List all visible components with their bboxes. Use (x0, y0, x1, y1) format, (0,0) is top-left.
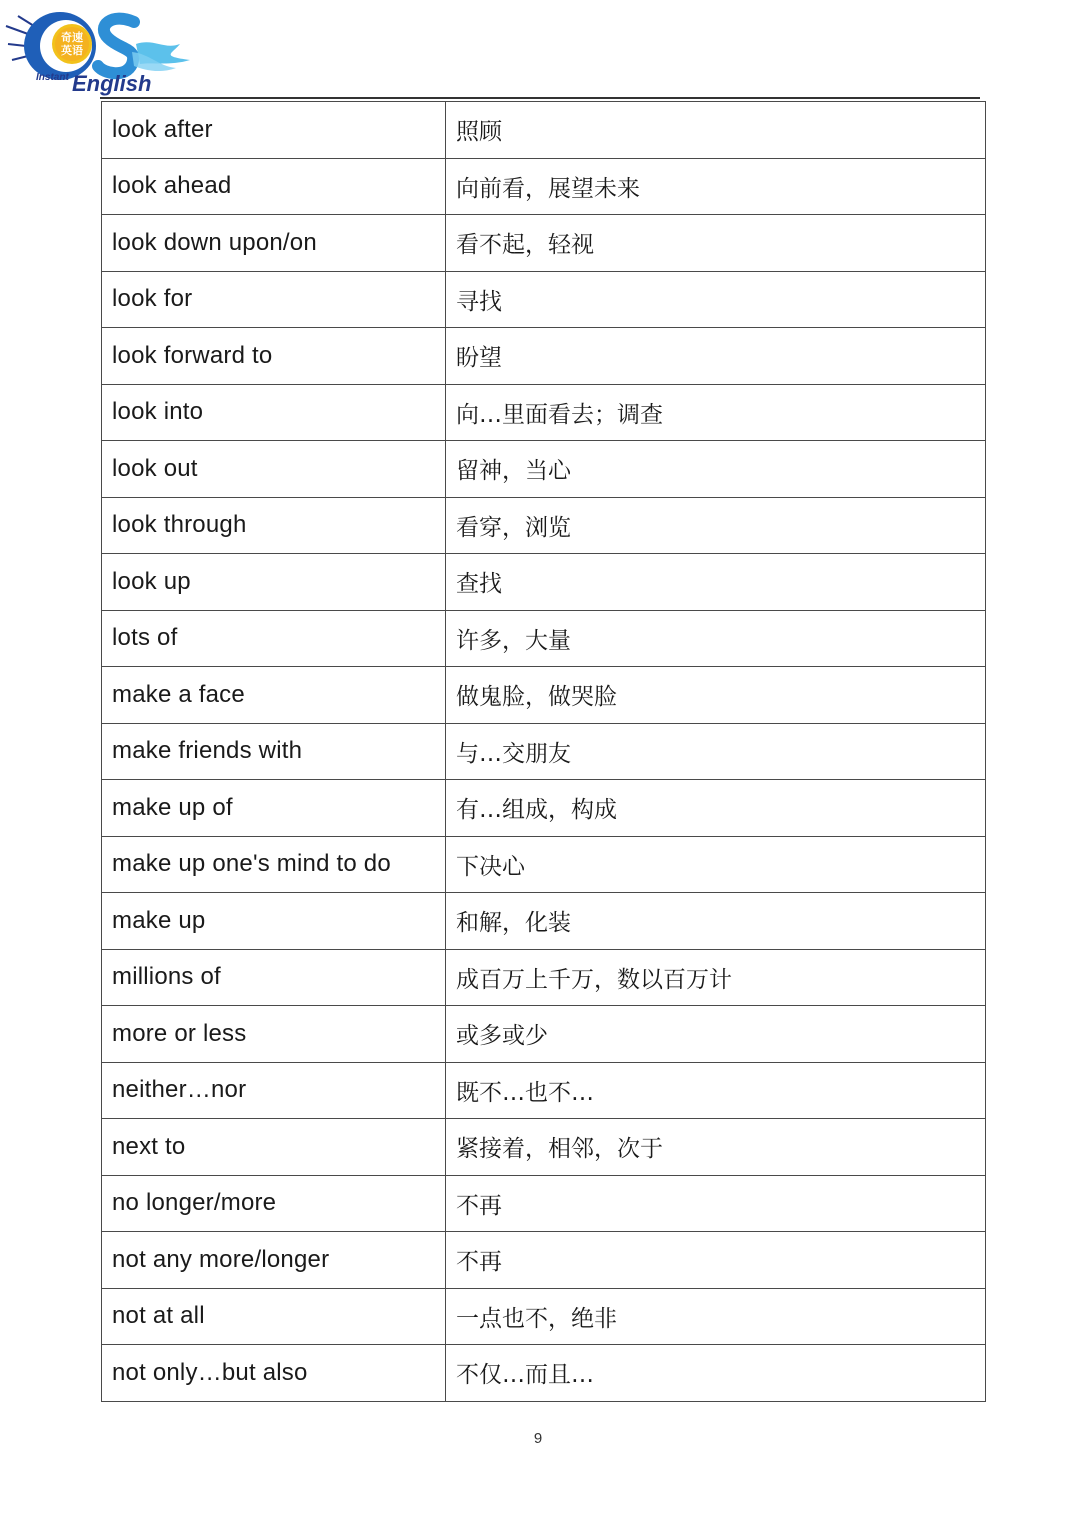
meaning-cell: 或多或少 (446, 1006, 986, 1063)
table-row (102, 271, 986, 328)
table-row (102, 215, 986, 272)
table-row (102, 328, 986, 385)
phrase-cell: more or less (102, 1006, 446, 1063)
phrase-cell: make up one's mind to do (102, 836, 446, 893)
page-number: 9 (533, 1430, 543, 1447)
meaning-cell: 向…里面看去；调查 (446, 384, 986, 441)
table-row (102, 158, 986, 215)
phrase-cell: neither…nor (102, 1062, 446, 1119)
phrase-cell: make up (102, 893, 446, 950)
meaning-cell: 有…组成，构成 (446, 780, 986, 837)
meaning-cell: 看不起，轻视 (446, 215, 986, 272)
phrase-cell: not any more/longer (102, 1232, 446, 1289)
meaning-cell: 不仅…而且… (446, 1345, 986, 1402)
phrase-cell: look up (102, 554, 446, 611)
phrase-cell: no longer/more (102, 1175, 446, 1232)
table-row (102, 384, 986, 441)
phrase-cell: not at all (102, 1288, 446, 1345)
logo-badge-line2: 英语 (61, 44, 83, 57)
meaning-cell: 下决心 (446, 836, 986, 893)
table-row (102, 1232, 986, 1289)
table-row (102, 1119, 986, 1176)
phrase-cell: look for (102, 271, 446, 328)
phrase-cell: lots of (102, 610, 446, 667)
phrase-table (101, 101, 986, 1402)
phrase-table-body (102, 102, 986, 1402)
table-row (102, 723, 986, 780)
table-row (102, 1175, 986, 1232)
meaning-cell: 寻找 (446, 271, 986, 328)
table-row (102, 667, 986, 724)
brand-logo (4, 4, 194, 96)
table-row (102, 610, 986, 667)
phrase-cell: next to (102, 1119, 446, 1176)
qs-logo-icon (4, 4, 194, 96)
meaning-cell: 照顾 (446, 102, 986, 159)
phrase-cell: look down upon/on (102, 215, 446, 272)
meaning-cell: 成百万上千万，数以百万计 (446, 949, 986, 1006)
meaning-cell: 既不…也不… (446, 1062, 986, 1119)
table-row (102, 836, 986, 893)
meaning-cell: 留神，当心 (446, 441, 986, 498)
meaning-cell: 向前看，展望未来 (446, 158, 986, 215)
phrase-cell: look forward to (102, 328, 446, 385)
phrase-cell: look out (102, 441, 446, 498)
meaning-cell: 与…交朋友 (446, 723, 986, 780)
phrase-cell: make friends with (102, 723, 446, 780)
meaning-cell: 许多，大量 (446, 610, 986, 667)
phrase-cell: not only…but also (102, 1345, 446, 1402)
meaning-cell: 不再 (446, 1175, 986, 1232)
table-row (102, 780, 986, 837)
phrase-cell: look into (102, 384, 446, 441)
phrase-cell: look ahead (102, 158, 446, 215)
phrase-cell: look after (102, 102, 446, 159)
table-row (102, 441, 986, 498)
table-row (102, 949, 986, 1006)
table-row (102, 1006, 986, 1063)
meaning-cell: 盼望 (446, 328, 986, 385)
table-row (102, 1345, 986, 1402)
logo-english-text: English (72, 71, 152, 96)
table-row (102, 1288, 986, 1345)
table-row (102, 554, 986, 611)
phrase-cell: make up of (102, 780, 446, 837)
meaning-cell: 做鬼脸，做哭脸 (446, 667, 986, 724)
table-row (102, 1062, 986, 1119)
phrase-cell: look through (102, 497, 446, 554)
table-row (102, 497, 986, 554)
meaning-cell: 和解，化装 (446, 893, 986, 950)
meaning-cell: 看穿，浏览 (446, 497, 986, 554)
phrase-cell: millions of (102, 949, 446, 1006)
meaning-cell: 一点也不，绝非 (446, 1288, 986, 1345)
logo-badge-line1: 奇速 (61, 31, 83, 44)
phrase-cell: make a face (102, 667, 446, 724)
table-row (102, 893, 986, 950)
meaning-cell: 紧接着，相邻，次于 (446, 1119, 986, 1176)
meaning-cell: 查找 (446, 554, 986, 611)
table-row (102, 102, 986, 159)
header-divider (100, 97, 980, 99)
logo-instant-text: Instant (36, 72, 69, 83)
meaning-cell: 不再 (446, 1232, 986, 1289)
